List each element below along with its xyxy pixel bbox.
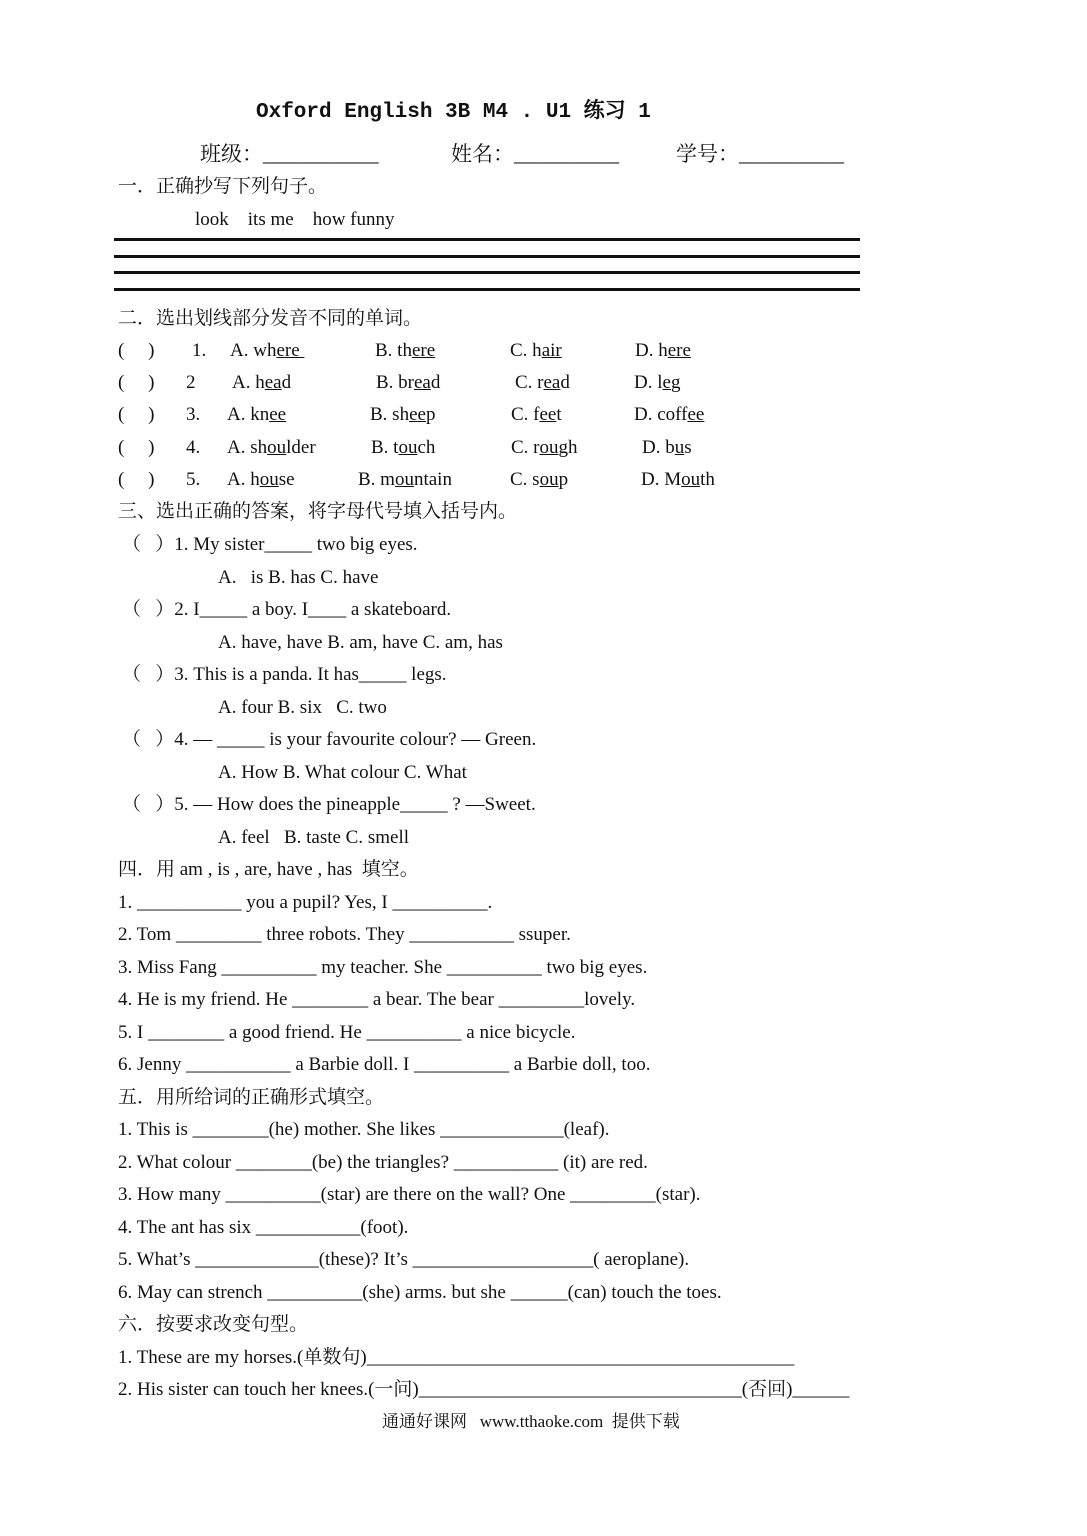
answer-paren[interactable]: ( ) xyxy=(118,404,155,425)
question-number: 2 xyxy=(186,372,196,393)
section-4-heading: 四．用 am , is , are, have , has 填空。 xyxy=(118,859,419,880)
options-4: A. How B. What colour C. What xyxy=(218,762,467,783)
section-2-heading: 二．选出划线部分发音不同的单词。 xyxy=(118,308,423,329)
option-b: B. bread xyxy=(376,372,441,393)
option-d: D. here xyxy=(635,340,691,361)
writing-line-3[interactable] xyxy=(114,271,860,274)
options-5: A. feel B. taste C. smell xyxy=(218,827,410,848)
option-c: C. rough xyxy=(511,437,578,458)
fill-line[interactable]: 1. This is ________(he) mother. She likes _____________(leaf). xyxy=(118,1119,610,1140)
question-1: （ ）1. My sister_____ two big eyes. xyxy=(122,534,418,555)
option-c: C. soup xyxy=(510,469,569,490)
option-a: A. house xyxy=(227,469,295,490)
question-5: （ ）5. — How does the pineapple_____ ? —Sweet. xyxy=(122,794,536,815)
option-b: B. there xyxy=(375,340,436,361)
option-b: B. sheep xyxy=(370,404,436,425)
fill-line[interactable]: 4. He is my friend. He ________ a bear. The bear _________lovely. xyxy=(118,989,636,1010)
option-d: D. bus xyxy=(642,437,692,458)
question-number: 3. xyxy=(186,404,201,425)
option-d: D. leg xyxy=(634,372,681,393)
section-1-heading: 一．正确抄写下列句子。 xyxy=(118,176,328,197)
fill-line[interactable]: 2. Tom _________ three robots. They ___________ ssuper. xyxy=(118,924,571,945)
options-3: A. four B. six C. two xyxy=(218,697,387,718)
writing-line-2[interactable] xyxy=(114,255,860,258)
footer-credit: 通通好课网 www.tthaoke.com 提供下载 xyxy=(382,1412,680,1431)
answer-paren[interactable]: ( ) xyxy=(118,437,155,458)
option-b: B. touch xyxy=(371,437,436,458)
answer-paren[interactable]: ( ) xyxy=(118,340,155,361)
question-4: （ ）4. — _____ is your favourite colour? — Green. xyxy=(122,729,537,750)
option-c: C. feet xyxy=(511,404,562,425)
fill-line[interactable]: 2. What colour ________(be) the triangles? ___________ (it) are red. xyxy=(118,1152,648,1173)
writing-line-4[interactable] xyxy=(114,288,860,291)
option-c: C. hair xyxy=(510,340,562,361)
question-number: 5. xyxy=(186,469,201,490)
option-c: C. read xyxy=(515,372,570,393)
section-5-heading: 五．用所给词的正确形式填空。 xyxy=(118,1087,385,1108)
fill-line[interactable]: 5. I ________ a good friend. He __________ a nice bicycle. xyxy=(118,1022,576,1043)
answer-paren[interactable]: ( ) xyxy=(118,469,155,490)
answer-paren[interactable]: ( ) xyxy=(118,372,155,393)
section-3-heading: 三、选出正确的答案，将字母代号填入括号内。 xyxy=(118,501,518,522)
fill-line[interactable]: 3. Miss Fang __________ my teacher. She __________ two big eyes. xyxy=(118,957,648,978)
option-d: D. coffee xyxy=(634,404,705,425)
fill-line[interactable]: 5. What’s _____________(these)? It’s ___________________( aeroplane). xyxy=(118,1249,690,1270)
option-a: A. head xyxy=(232,372,292,393)
options-2: A. have, have B. am, have C. am, has xyxy=(218,632,503,653)
section-6-heading: 六．按要求改变句型。 xyxy=(118,1314,309,1335)
option-a: A. shoulder xyxy=(227,437,316,458)
question-number: 1. xyxy=(192,340,207,361)
class-field[interactable]: 班级：___________ xyxy=(200,142,379,166)
writing-line-1[interactable] xyxy=(114,238,860,241)
options-1: A. is B. has C. have xyxy=(218,567,379,588)
question-3: （ ）3. This is a panda. It has_____ legs. xyxy=(122,664,447,685)
question-number: 4. xyxy=(186,437,201,458)
option-a: A. where xyxy=(230,340,305,361)
fill-line[interactable]: 3. How many __________(star) are there on the wall? One _________(star). xyxy=(118,1184,701,1205)
fill-line[interactable]: 1. ___________ you a pupil? Yes, I __________. xyxy=(118,892,493,913)
rewrite-line[interactable]: 1. These are my horses.(单数句)_____________________________________________ xyxy=(118,1347,795,1368)
option-d: D. Mouth xyxy=(641,469,715,490)
fill-line[interactable]: 4. The ant has six ___________(foot). xyxy=(118,1217,409,1238)
student-number-field[interactable]: 学号：__________ xyxy=(676,142,844,166)
rewrite-line[interactable]: 2. His sister can touch her knees.(一问)__________________________________(否回)______ xyxy=(118,1379,850,1400)
section-1-copy-text: look its me how funny xyxy=(195,209,395,230)
fill-line[interactable]: 6. May can strench __________(she) arms. but she ______(can) touch the toes. xyxy=(118,1282,722,1303)
fill-line[interactable]: 6. Jenny ___________ a Barbie doll. I __________ a Barbie doll, too. xyxy=(118,1054,651,1075)
page-title: Oxford English 3B M4 . U1 练习 1 xyxy=(256,101,651,124)
option-a: A. knee xyxy=(227,404,287,425)
option-b: B. mountain xyxy=(358,469,452,490)
name-field[interactable]: 姓名：__________ xyxy=(451,142,619,166)
question-2: （ ）2. I_____ a boy. I____ a skateboard. xyxy=(122,599,452,620)
